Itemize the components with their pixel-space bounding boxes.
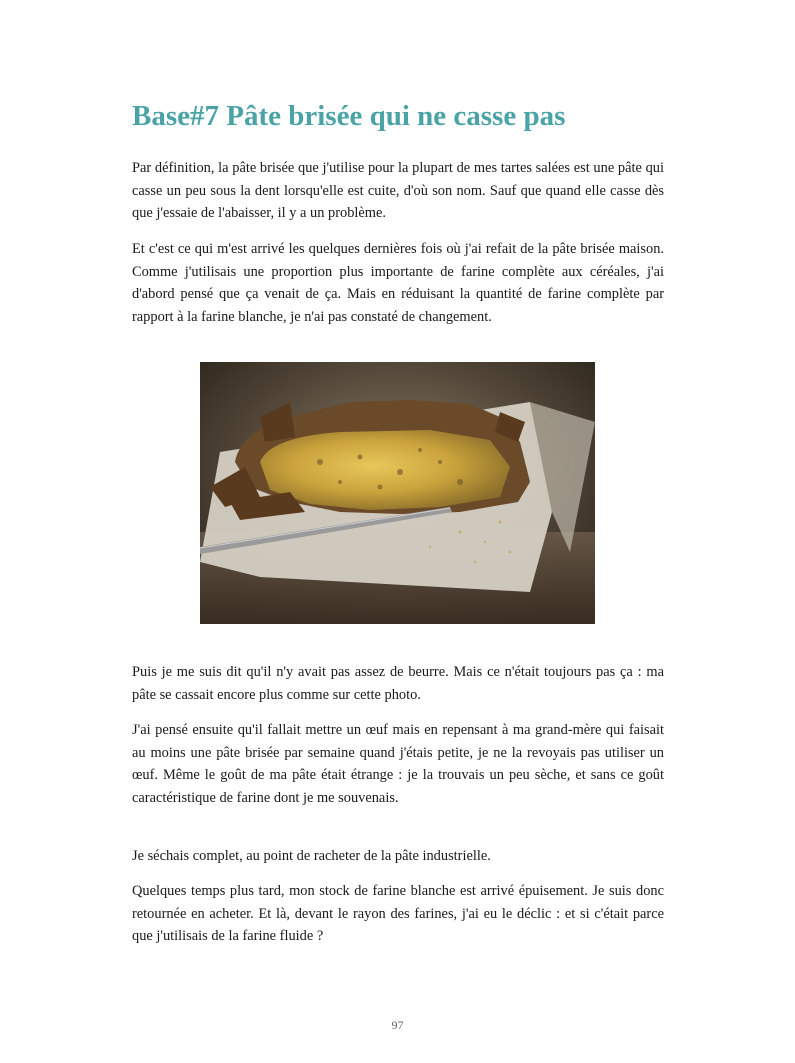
paragraph-2: Et c'est ce qui m'est arrivé les quelques dernières fois où j'ai refait de la pâte brisée maison. Comme j'utilisais une proportion plus importante de farine complète aux céréales, j'ai d'abord pensé que ça venait de ça. Mais en réduisant la quantité de farine complète par rapport à la farine blanche, je n'ai pas constaté de changement. (132, 241, 664, 325)
paragraph-5: Je séchais complet, au point de racheter de la pâte industrielle. (132, 848, 491, 864)
paragraph-4: J'ai pensé ensuite qu'il fallait mettre un œuf mais en repensant à ma grand-mère qui faisait au moins une pâte brisée par semaine quand j'étais petite, je ne la revoyais pas utiliser un œuf. Même le goût de ma pâte était étrange : je la trouvais un peu sèche, et sans ce goût caractéristique de farine dont je me souvenais. (132, 722, 664, 806)
paragraph-3: Puis je me suis dit qu'il n'y avait pas assez de beurre. Mais ce n'était toujours pas ça : ma pâte se cassait encore plus comme sur cette photo. (132, 664, 664, 703)
paragraph-1: Par définition, la pâte brisée que j'utilise pour la plupart de mes tartes salées est une pâte qui casse un peu sous la dent lorsqu'elle est cuite, d'où son nom. Sauf que quand elle casse dès que j'essaie de l'abaisser, il y a un problème. (132, 160, 664, 221)
page-title: Base#7 Pâte brisée qui ne casse pas (132, 100, 566, 132)
paragraph-6: Quelques temps plus tard, mon stock de farine blanche est arrivé épuisement. Je suis donc retournée en acheter. Et là, devant le rayon des farines, j'ai eu le déclic : et si c'était parce que j'utilisais de la farine fluide ? (132, 883, 664, 944)
broken-crust-photo (200, 362, 595, 624)
page-number: 97 (391, 1018, 404, 1032)
quiche-photo-illustration (200, 362, 595, 624)
